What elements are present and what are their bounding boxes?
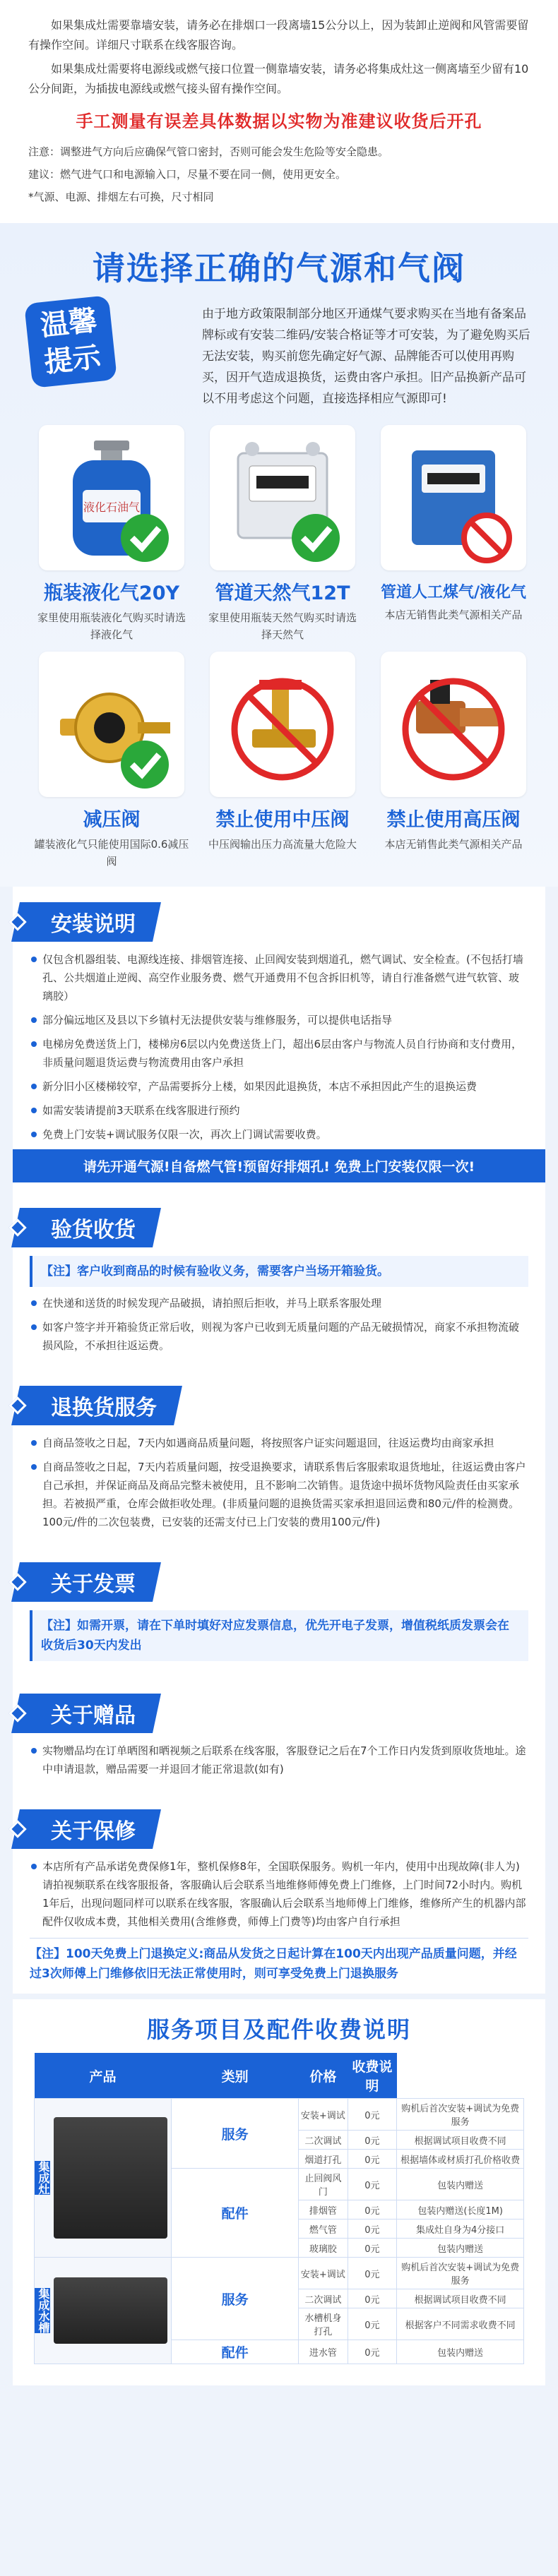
list-item: 电梯房免费送货上门，楼梯房6层以内免费送货上门，超出6层由客户与物流人员自行协商和支付费用，非质量问题退货运费与物流费用由客户承担 [30,1035,528,1072]
list-item: 仅包含机器组装、电源线连接、排烟管连接、止回阀安装到烟道孔，燃气调试、安全检查。(不包括打墙孔、公共烟道止逆阀、高空作业服务费、燃气开通费用不包含拆旧机等，请自行准备燃气进气软管、玻璃胶） [30,950,528,1005]
gas-option-title: 瓶装液化气20Y [43,582,180,604]
table-row [35,2258,524,2289]
list-item: 自商品签收之日起，7天内若质量问题，按受退换要求，请联系售后客服索取退货地址，往返运费由客户自己承担，并保证商品及商品完整未被使用，且不影响二次销售。退货途中损坏货物风险责任由买家承担。若被损严重，仓库会做拒收处理。(非质量问题的退换货需买家承担退回运费和80元/件的检测费。100元/件的二次包装费，已安装的还需支付已上门安装的费用100元/件) [30,1458,528,1531]
gas-option-cylinder [34,425,189,646]
price-cell: 0元 [348,2131,397,2150]
table-header-row [35,2053,524,2099]
price-cell: 0元 [348,2150,397,2169]
item-cell: 进水管 [299,2340,348,2364]
price-cell: 0元 [348,2099,397,2131]
description-cell: 根据客户不同需求收费不同 [397,2308,524,2340]
section-title: 关于赠品 [51,1703,136,1728]
product-cell [35,2099,172,2258]
gas-option-high-valve [376,652,531,873]
install-header [16,902,157,942]
price-cell: 0元 [348,2308,397,2340]
gas-option-title: 禁止使用中压阀 [215,809,350,831]
note-paragraph-1: 如果集成灶需要靠墙安装，请务必在排烟口一段离墙15公分以上，因为装卸止逆阀和风管需要留有操作空间。详细尺寸联系在线客服咨询。 [28,18,529,52]
return-header [16,1386,178,1425]
inspect-note: 【注】客户收到商品的时候有验收义务，需要客户当场开箱验货。 [30,1256,528,1287]
inspect-section [13,1192,545,1370]
warm-tip-line-1: 温馨 [39,304,99,343]
section-title: 验货收货 [51,1218,136,1242]
description-cell: 购机后首次安装+调试为免费服务 [397,2258,524,2289]
gas-option-title: 禁止使用高压阀 [386,809,521,831]
gas-section-title: 请选择正确的气源和气阀 [93,249,465,287]
check-icon [292,514,340,562]
table-row [35,2099,524,2131]
gas-option-natural [205,425,360,646]
description-cell: 集成灶自身为4分接口 [397,2219,524,2239]
invoice-section [13,1547,545,1678]
note-caution: 注意：调整进气方向后应确保气管口密封，否则可能会发生危险等安全隐患。 [28,145,389,158]
warm-tip-line-2: 提示 [42,340,102,379]
item-cell: 安装+调试 [299,2099,348,2131]
gas-option-title: 管道人工煤气/液化气 [380,584,527,601]
check-icon [121,741,169,789]
gift-list [30,1742,528,1778]
section-title: 关于发票 [51,1572,136,1597]
gas-meter-icon [381,425,526,570]
gas-intro-text: 由于地方政策限制部分地区开通煤气要求购买在当地有备案品牌标或有安装二维码/安装合格证等才可安装，为了避免购买后无法安装，购买前您先确定好气源、品牌能否可以使用再购买，因开气造成退换货，运费由客户承担。旧产品换新产品可以不用考虑这个问题，直接选择相应气源即可! [202,307,530,406]
product-label: 集成水槽 [35,2288,50,2333]
description-cell: 根据调试项目收费不同 [397,2289,524,2308]
note-swap: *气源、电源、排烟左右可换，尺寸相同 [28,191,214,203]
gas-option-desc: 家里使用瓶装天然气购买时请选择天然气 [208,611,357,641]
warm-tip-badge [28,299,134,405]
warranty-list [30,1857,528,1931]
item-cell: 二次调试 [299,2289,348,2308]
section-title: 安装说明 [51,912,136,937]
warranty-section [13,1794,545,1994]
service-table-body [35,2099,524,2364]
category-cell: 服务 [172,2099,299,2169]
top-notes [0,0,558,223]
list-item: 在快递和送货的时候发现产品破损，请拍照后拒收，并马上联系客服处理 [30,1294,528,1312]
list-item: 实物赠品均在订单晒图和晒视频之后联系在线客服，客服登记之后在7个工作日内发货到原收货地址。途中申请退款，赠品需要一并退回才能正常退款(如有) [30,1742,528,1778]
regulator-valve-icon [210,652,355,797]
table-header: 收费说明 [348,2053,397,2099]
gift-section [13,1678,545,1794]
product-label: 集成灶 [35,2161,50,2195]
install-strip: 请先开通气源!自备燃气管!预留好排烟孔! 免费上门安装仅限一次! [13,1149,545,1182]
gas-option-desc: 家里使用瓶装液化气购买时请选择液化气 [37,611,186,641]
note-suggestion: 建议：燃气进气口和电源输入口，尽量不要在同一侧，使用更安全。 [28,168,347,181]
note-paragraph-2: 如果集成灶需要将电源线或燃气接口位置一侧靠墙安装，请务必将集成灶这一侧离墙至少留有10公分间距，为插拔电源线或燃气接头留有操作空间。 [28,62,529,95]
install-list [30,950,528,1144]
item-cell: 烟道打孔 [299,2150,348,2169]
description-cell: 购机后首次安装+调试为免费服务 [397,2099,524,2131]
gas-option-title: 减压阀 [83,809,141,831]
gas-option-title: 管道天然气12T [215,582,350,604]
item-cell: 安装+调试 [299,2258,348,2289]
description-cell: 包装内赠送 [397,2239,524,2258]
list-item: 本店所有产品承诺免费保修1年，整机保修8年，全国联保服务。购机一年内，使用中出现故障(非人为)请拍视频联系在线客服报备，客服确认后会联系当地维修师傅免费上门维修，上门时间72小时内。购机1年后，出现问题同样可以联系在线客服，客服确认后会联系当地师傅上门维修，维修所产生的机器内部配件仅收成本费，其他相关费用(含维修费，师傅上门费等)均由客户自行承担 [30,1857,528,1931]
service-table-section [13,1999,545,2385]
category-cell: 配件 [172,2169,299,2258]
list-item: 新分旧小区楼梯较窄，产品需要拆分上楼，如果因此退换货，本店不承担因此产生的退换运费 [30,1077,528,1096]
product-image [54,2117,167,2239]
price-cell: 0元 [348,2239,397,2258]
description-cell: 包装内赠送(长度1M) [397,2200,524,2219]
table-header: 类别 [172,2053,299,2099]
price-cell: 0元 [348,2340,397,2364]
invoice-note: 【注】如需开票，请在下单时填好对应发票信息，优先开电子发票，增值税纸质发票会在收货后30天内发出 [30,1610,528,1661]
gas-option-desc: 中压阀输出压力高流量大危险大 [208,838,357,851]
warranty-header [16,1809,157,1849]
return-list [30,1434,528,1531]
gas-section [0,223,558,887]
inspect-list [30,1294,528,1355]
gas-option-desc: 本店无销售此类气源相关产品 [384,838,523,851]
gas-option-coal [376,425,531,646]
inspect-header [16,1208,157,1247]
item-cell: 燃气管 [299,2219,348,2239]
item-cell: 排烟管 [299,2200,348,2219]
description-cell: 包装内赠送 [397,2340,524,2364]
service-table-title: 服务项目及配件收费说明 [146,2016,411,2043]
table-header: 价格 [299,2053,348,2099]
price-cell: 0元 [348,2258,397,2289]
return-section [13,1370,545,1547]
item-cell: 玻璃胶 [299,2239,348,2258]
description-cell: 根据调试项目收费不同 [397,2131,524,2150]
warranty-note: 【注】100天免费上门退换定义:商品从发货之日起计算在100天内出现产品质量问题，并经过3次师傅上门维修依旧无法正常使用时，则可享受免费上门退换服务 [30,1938,528,1984]
install-section [13,887,545,1192]
table-header: 产品 [35,2053,172,2099]
gas-cylinder-icon [39,425,184,570]
list-item: 如客户签字并开箱验货正常后收，则视为客户已收到无质量问题的产品无破损情况，商家不承担物流破损风险，不承担往返运费。 [30,1318,528,1355]
list-item: 如需安装请提前3天联系在线客服进行预约 [30,1101,528,1120]
price-cell: 0元 [348,2219,397,2239]
list-item: 免费上门安装+调试服务仅限一次，再次上门调试需要收费。 [30,1125,528,1144]
description-cell: 根据墙体或材质打孔价格收费 [397,2150,524,2169]
measurement-banner: 手工测量有误差具体数据以实物为准建议收货后开孔 [76,112,482,131]
product-cell [35,2258,172,2364]
gas-options-grid [34,425,533,873]
invoice-header [16,1562,157,1602]
gift-header [16,1694,157,1733]
gas-meter-icon [210,425,355,570]
gas-option-desc: 罐装液化气只能使用国际0.6减压阀 [34,838,189,868]
gas-option-medium-valve [205,652,360,873]
section-title: 关于保修 [51,1819,136,1844]
price-cell: 0元 [348,2169,397,2200]
price-cell: 0元 [348,2200,397,2219]
list-item: 自商品签收之日起，7天内如遇商品质量问题，将按照客户证实问题退回，往返运费均由商家承担 [30,1434,528,1452]
description-cell: 包装内赠送 [397,2169,524,2200]
list-item: 部分偏远地区及县以下乡镇村无法提供安装与维修服务，可以提供电话指导 [30,1011,528,1029]
gas-option-regulator [34,652,189,873]
category-cell: 服务 [172,2258,299,2340]
svg-text:液化石油气: 液化石油气 [83,501,141,514]
service-table [34,2053,524,2364]
product-image [54,2277,167,2344]
check-icon [121,514,169,562]
gas-option-desc: 本店无销售此类气源相关产品 [384,609,523,621]
item-cell: 水槽机身打孔 [299,2308,348,2340]
category-cell: 配件 [172,2340,299,2364]
item-cell: 二次调试 [299,2131,348,2150]
regulator-valve-icon [39,652,184,797]
price-cell: 0元 [348,2289,397,2308]
section-title: 退换货服务 [51,1396,157,1420]
item-cell: 止回阀风门 [299,2169,348,2200]
regulator-valve-icon [381,652,526,797]
